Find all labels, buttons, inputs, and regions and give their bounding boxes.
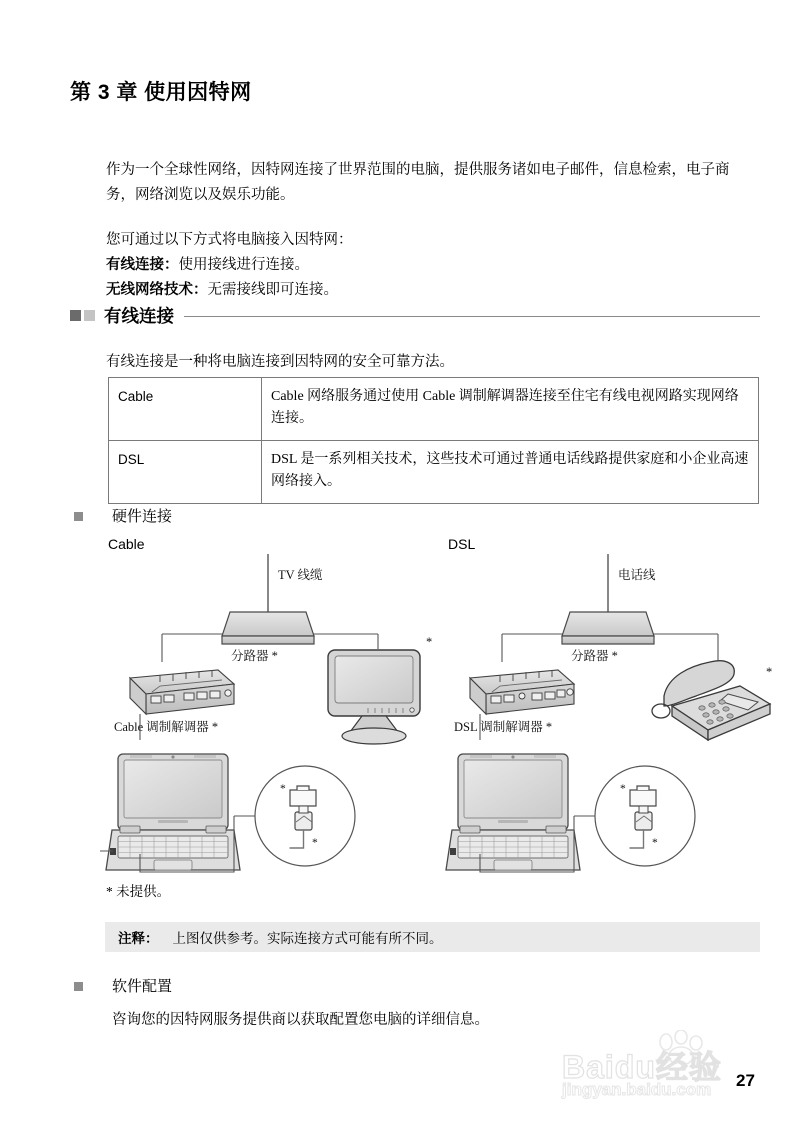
table-cell-key: DSL: [109, 441, 262, 504]
telephone-graphic: [652, 661, 773, 740]
diagram-dsl: [440, 536, 780, 876]
section-heading-label: 有线连接: [104, 305, 174, 326]
subsection-software-configuration: [74, 975, 172, 996]
software-body-text: 咨询您的因特网服务提供商以获取配置您电脑的详细信息。: [112, 1012, 489, 1028]
diagram-cable-device-mark: *: [426, 635, 433, 649]
diagram-footnote: * 未提供。: [106, 884, 171, 899]
diagram-dsl-jack-mark: *: [620, 783, 626, 795]
subsection-software-label: 软件配置: [112, 978, 173, 995]
wired-connection-line: [106, 253, 756, 278]
laptop-graphic: [106, 754, 240, 870]
table-cell-value: DSL 是一系列相关技术，这些技术可通过普通电话线路提供家庭和小企业高速网络接入。: [262, 441, 759, 504]
intro-paragraph-1: 作为一个全球性网络，因特网连接了世界范围的电脑，提供服务诸如电子邮件，信息检索，电子商务，网络浏览以及娱乐功能。: [106, 162, 730, 203]
diagram-cable: [100, 536, 440, 876]
note-text: 上图仅供参考。实际连接方式可能有所不同。: [172, 931, 443, 946]
wired-desc: 使用接线进行连接。: [178, 257, 309, 273]
square-marker-dark-icon: [70, 310, 81, 321]
diagram-cable-graphic: [100, 554, 440, 874]
diagram-dsl-plug-mark: *: [652, 837, 658, 849]
section-lead-text: 有线连接是一种将电脑连接到因特网的安全可靠方法。: [106, 354, 454, 370]
diagram-dsl-splitter-label: 分路器 *: [571, 649, 618, 663]
square-bullet-icon: [74, 982, 83, 991]
table-row: [109, 378, 759, 441]
watermark-main-text: Baidu经验: [562, 1049, 722, 1085]
subsection-hardware-connection: [74, 505, 172, 526]
table-cell-value: Cable 网络服务通过使用 Cable 调制解调器连接至住宅有线电视网路实现网络连接。: [262, 378, 759, 441]
watermark-sub-text: jingyan.baidu.com: [562, 1080, 712, 1099]
intro-paragraph-2-lead: 您可通过以下方式将电脑接入因特网：: [106, 232, 353, 248]
paragraph-spacer: [106, 208, 756, 228]
intro-block: [106, 158, 756, 303]
section-heading-wired: [70, 302, 760, 328]
connection-types-table: [108, 377, 759, 504]
diagram-dsl-line-label: 电话线: [618, 568, 656, 582]
note-label: 注释：: [118, 931, 159, 946]
subsection-hardware-label: 硬件连接: [112, 508, 173, 525]
diagram-cable-modem-label: Cable 调制解调器 *: [114, 720, 219, 734]
page-number: 27: [736, 1071, 755, 1090]
square-marker-light-icon: [84, 310, 95, 321]
wired-term: 有线连接：: [106, 257, 179, 273]
wireless-desc: 无需接线即可连接。: [207, 282, 338, 298]
wireless-connection-line: [106, 278, 756, 303]
dsl-modem-graphic: [470, 670, 574, 714]
diagram-dsl-modem-label: DSL 调制解调器 *: [454, 720, 553, 734]
television-graphic: [328, 650, 420, 744]
diagram-cable-jack-mark: *: [280, 783, 286, 795]
note-box: [105, 922, 760, 952]
diagram-cable-line-label: TV 线缆: [278, 568, 323, 582]
diagram-dsl-title: DSL: [448, 536, 476, 552]
table-row: [109, 441, 759, 504]
diagram-cable-plug-mark: *: [312, 837, 318, 849]
chapter-title: 第 3 章 使用因特网: [70, 81, 252, 104]
section-heading-rule: [184, 316, 760, 317]
table-cell-key: Cable: [109, 378, 262, 441]
diagram-dsl-graphic: [440, 554, 780, 874]
laptop-graphic: [446, 754, 580, 870]
diagram-cable-title: Cable: [108, 536, 145, 552]
square-bullet-icon: [74, 512, 83, 521]
diagram-cable-splitter-label: 分路器 *: [231, 649, 278, 663]
diagram-dsl-device-mark: *: [766, 665, 773, 679]
wireless-term: 无线网络技术：: [106, 282, 208, 298]
paw-print-icon: [652, 1030, 712, 1064]
cable-modem-graphic: [130, 670, 234, 714]
